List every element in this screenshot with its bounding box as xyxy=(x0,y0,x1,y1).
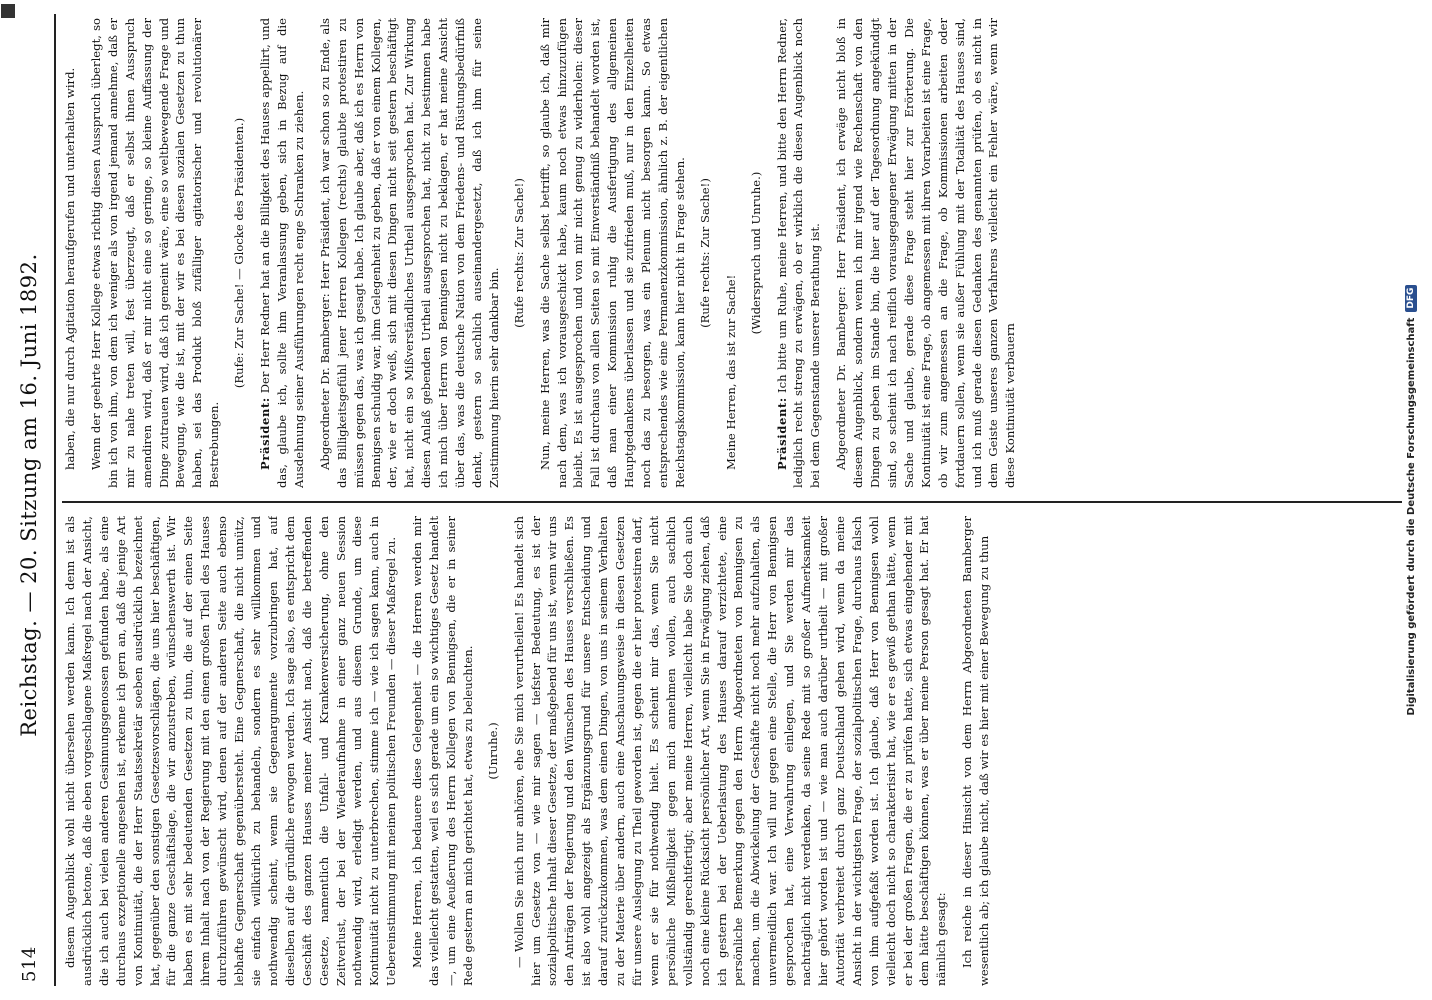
paragraph-text: (Rufe rechts: Zur Sache!) xyxy=(697,178,712,328)
paragraph-text: diesem Augenblick wohl nicht übersehen werden kann. Ich denn ist als ausdrücklich betone, daß die eben vorgeschlagene Maßregel nach der Ansicht, die ich auch bei vielen anderen Gesinnungsgenossen gefunden habe, als eine durchaus exzeptionelle angesehen ist, erkenne ich gern an, daß die jenige Art von Kontinuität, die der Herr Staatssekretär soeben ausdrücklich bezeichnet hat, gegenüber den sonstigen Gesetzesvorschlägen, die uns hier beschäftigen, für die ganze Geschäftslage, die wir anzustreben, wünschenswerth ist. Wir haben es mit sehr bedeutenden Gesetzen zu thun, die auf der einen Seite ihrem Inhalt nach von der Regierung mit den einen großen Theil des Hauses durchzuführen gewünscht wird, denen auf der anderen Seite auch ebenso lebhafte Gegnerschaft gegenübersteht. Eine Gegnerschaft, die nicht unnütz, sie einfach willkürlich zu behandeln, sondern es sehr willkommen und nothwendig scheint, wenn sie Gegenargumente vorzubringen hat, auf dieselben auf die gründliche erwogen werden. Ich sage also, es entspricht dem Geschäft des ganzen Hauses meiner Ansicht nach, daß die betreffenden Gesetze, namentlich die Unfall- und Krankenversicherung, ohne den Zeitverlust, der bei der Wiederaufnahme in einer ganz neuen Session nothwendig wird, erledigt werden, und aus diesem Grunde, um diese Kontinuität nicht zu unterbrechen, stimme ich — wie ich sagen kann, auch in Uebereinstimmung mit meinen politischen Freunden — dieser Maßregel zu. xyxy=(63,516,399,986)
paragraph-text: Nun, meine Herren, was die Sache selbst betrifft, so glaube ich, daß mir nach dem, was ich vorausgeschickt habe, kaum noch etwas hinzuzufügen bleibt. Es ist ausgesprochen und von mir nicht genug zu widerholen: dieser Fall ist durchaus von allen Seiten so mit Einverständniß behandelt worden ist, daß man einer Kommission ruhig die Ausfertigung des allgemeinen Hauptgedankens überlassen und sie zufrieden muß, nur in den Einzelheiten noch das zu besorgen, was ein Plenum nicht besorgen kann. So etwas entsprechendes wie eine Permanenzkommission, ähnlich z. B. der eigentlichen Reichstagskommission, kann hier nicht in Frage stehen. xyxy=(537,18,687,488)
speaker-label: Präsident: xyxy=(774,397,789,470)
stage-direction xyxy=(511,18,528,488)
paragraph xyxy=(833,18,1019,488)
paragraph xyxy=(537,18,689,488)
left-column xyxy=(62,516,1392,986)
page-title: Reichstag. — 20. Sitzung am 16. Juni 1892. xyxy=(17,253,41,737)
paragraph-text: Meine Herren, ich bedauere diese Gelegenheit — die Herren werden mir das vielleicht gestatten, weil es sich gerade um ein so wichtiges Gesetz handelt —, um eine Aeußerung des Herrn Kollegen von Bennigsen, die er in seiner Rede gestern an mich gerichtet hat, etwas zu beleuchten. xyxy=(410,516,475,986)
stage-direction xyxy=(485,516,502,986)
speaker-label: Präsident: xyxy=(258,397,273,470)
paragraph xyxy=(88,18,223,488)
paragraph xyxy=(511,516,951,986)
dfg-logo: DFG xyxy=(1405,285,1417,312)
paragraph-text: Wenn der geehrte Herr Kollege etwas richtig diesen Ausspruch überlegt, so bin ich von ihm, von dem ich weniger als von irgend jemand annehme, daß er mir zu nahe treten will, fest überzeugt, daß er selbst ihnen Ausspruch amendiren wird, daß er mir nicht eine so geringe, so kleine Auffassung der Dinge zutrauen wird, daß ich gemeint wäre, eine so weltbewegende Frage und Bewegung, wie die ist, mit der wir es bei diesen sozialen Gesetzen zu thun haben, sei das Produkt bloß zufälliger agitatorischer und revolutionärer Bestrebungen. xyxy=(88,18,222,488)
stage-direction xyxy=(697,18,714,488)
paragraph xyxy=(409,516,477,986)
stage-direction xyxy=(231,18,248,488)
page-header xyxy=(6,14,52,982)
paragraph-text: Meine Herren, das ist zur Sache! xyxy=(723,274,738,470)
header-rule xyxy=(54,14,56,986)
paragraph xyxy=(257,18,308,488)
paragraph-text: (Rufe: Zur Sache! — Glocke des Präsidenten.) xyxy=(232,117,247,389)
paragraph-text: (Unruhe.) xyxy=(485,722,500,780)
paragraph xyxy=(62,18,79,488)
page-number: 514 xyxy=(18,946,40,982)
paragraph-text: (Rufe rechts: Zur Sache!) xyxy=(511,178,526,328)
right-column xyxy=(62,18,1392,488)
stage-direction xyxy=(748,18,765,488)
paragraph xyxy=(62,516,400,986)
credit-text: Digitalisierung gefördert durch die Deutsche Forschungsgemeinschaft xyxy=(1405,317,1417,716)
paragraph-text: Ich reiche in dieser Hinsicht von dem Herrn Abgeordneten Bamberger wesentlich ab; ich glaube nicht, daß wir es hier mit einer Bewegung zu thun xyxy=(960,516,992,986)
paragraph-text: haben, die nur durch Agitation heraufgerufen und unterhalten wird. xyxy=(63,67,77,470)
paragraph-text: Abgeordneter Dr. Bamberger: Herr Präsident, ich erwäge nicht bloß in diesem Augenblick, sondern wenn ich mir irgend wie Rechenschaft von den Dingen zu geben im Stande bin, die hier auf der Tagesordnung angekündigt sind, so scheint ich nach reiflich vorausgegangener Erwägung mitten in der Sache und glaube, gerade diese Frage steht hier zur Erörterung. Die Kontinuität ist eine Frage, ob angemessen mit ihren Vorarbeiten ist eine Frage, ob wir zum angemessen an die Frage, ob Kommissionen arbeiten oder fortdauern sollen, wenn sie außer Fühlung mit der Totalität des Hauses sind, und ich muß gerade diesen Gedanken des genannten prüfen, ob es nicht in dem Geiste unseres ganzen Verfahrens vielleicht ein Fehler wäre, wenn wir diese Kontinuität verbauern xyxy=(834,18,1018,488)
paragraph xyxy=(317,18,503,488)
paragraph xyxy=(774,18,825,488)
column-divider xyxy=(62,501,1402,503)
paragraph xyxy=(959,516,993,986)
paragraph-text: (Widerspruch und Unruhe.) xyxy=(748,171,763,335)
paragraph-text: Abgeordneter Dr. Bamberger: Herr Präsident, ich war schon so zu Ende, als das Billigkeitsgefühl jener Herren Kollegen (rechts) glaubte protestiren zu müssen gegen das, was ich gesagt habe. Ich glaube aber, daß ich es Herrn von Bennigsen schuldig war, ihm Gelegenheit zu geben, daß er von einem Kollegen, der, wie er doch weiß, sich mit diesen Dingen nicht seit gestern beschäftigt hat, nicht ein so Mißverständliches Urtheil ausgesprochen hat. Zur Wirkung diesen Anlaß gebenden Urtheil ausgesprochen hat, nicht zu bestimmen habe ich mich über Herrn von Bennigsen nicht zu beklagen, er hat meine Ansicht über das, was die deutsche Nation von dem Friedens- und Rüstungsbedürfniß denkt, gestern so sachlich auseinandergesetzt, daß ich ihm für seine Zustimmung hierin sehr dankbar bin. xyxy=(317,18,501,488)
paragraph-text: — Wollen Sie mich nur anhören, ehe Sie mich verurtheilen! Es handelt sich hier um Gesetze von — wie mir sagen — tiefster Bedeutung, es ist der sozialpolitische Inhalt dieser Gesetze, der maßgebend für uns ist, wenn wir uns den Anträgen der Regierung und den Wünschen des Hauses verschließen. Es ist also wohl angezeigt als Ergänzungsgrund für unsere Entscheidung und darauf zurückzukommen, was dem einen Dingen, von uns in seinem Verhalten zu der Materie über andern, auch eine Anschauungsweise in diesen Gesetzen für unsere Auslegung zu Theil geworden ist, gegen die er hier protestiren darf, wenn er sie für nothwendig hielt. Es scheint mir das, wenn Sie nicht persönliche Mißhelligkeit gegen mich annehmen wollen, auch sachlich vollständig gerechtfertigt; aber meine Herren, vielleicht habe Sie doch auch noch eine kleine Rücksicht persönlicher Art, wenn Sie in Erwägung ziehen, daß ich gestern bei der Ueberlastung des Hauses darauf verzichtete, eine persönliche Bemerkung gegen den Herrn Abgeordneten von Bennigsen zu machen, um die Abwickelung der Geschäfte nicht noch mehr aufzuhalten, als unvermeidlich war. Ich will nur gegen eine Stelle, die Herr von Bennigsen gesprochen hat, eine Verwahrung einlegen, und Sie werden mir das nachträglich nicht verdenken, da seine Rede mit so großer Aufmerksamkeit hier gehört worden ist und — wie man auch darüber urtheilt — mit großer Autorität verbreitet durch ganz Deutschland gehen wird, wenn da meine Ansicht in der wichtigsten Frage, der sozialpolitischen Frage, durchaus falsch von ihm aufgefaßt worden ist. Ich glaube, daß Herr von Bennigsen wohl vielleicht doch nicht so charakterisirt hat, wie er es gewiß gethan hätte, wenn er bei der großen Fragen, die er zu prüfen hatte, sich etwas eingehender mit dem hätte beschäftigen können, was er über meine Person gesagt hat. Er hat nämlich gesagt: xyxy=(511,516,949,986)
paragraph xyxy=(723,18,740,488)
digitization-credit xyxy=(1396,0,1426,1000)
paragraph-text: Der Herr Redner hat an die Billigkeit des Hauses appellirt, und das, glaube ich, sollte ihm Veranlassung geben, sich in Bezug auf die Ausdehnung seiner Ausführungen recht enge Schranken zu ziehen. xyxy=(258,18,306,488)
paragraph-text: Ich bitte um Ruhe, meine Herren, und bitte den Herrn Redner, lediglich recht streng zu erwägen, ob er wirklich die diesen Augenblick noch bei dem Gegenstande unserer Berathung ist. xyxy=(774,18,823,488)
